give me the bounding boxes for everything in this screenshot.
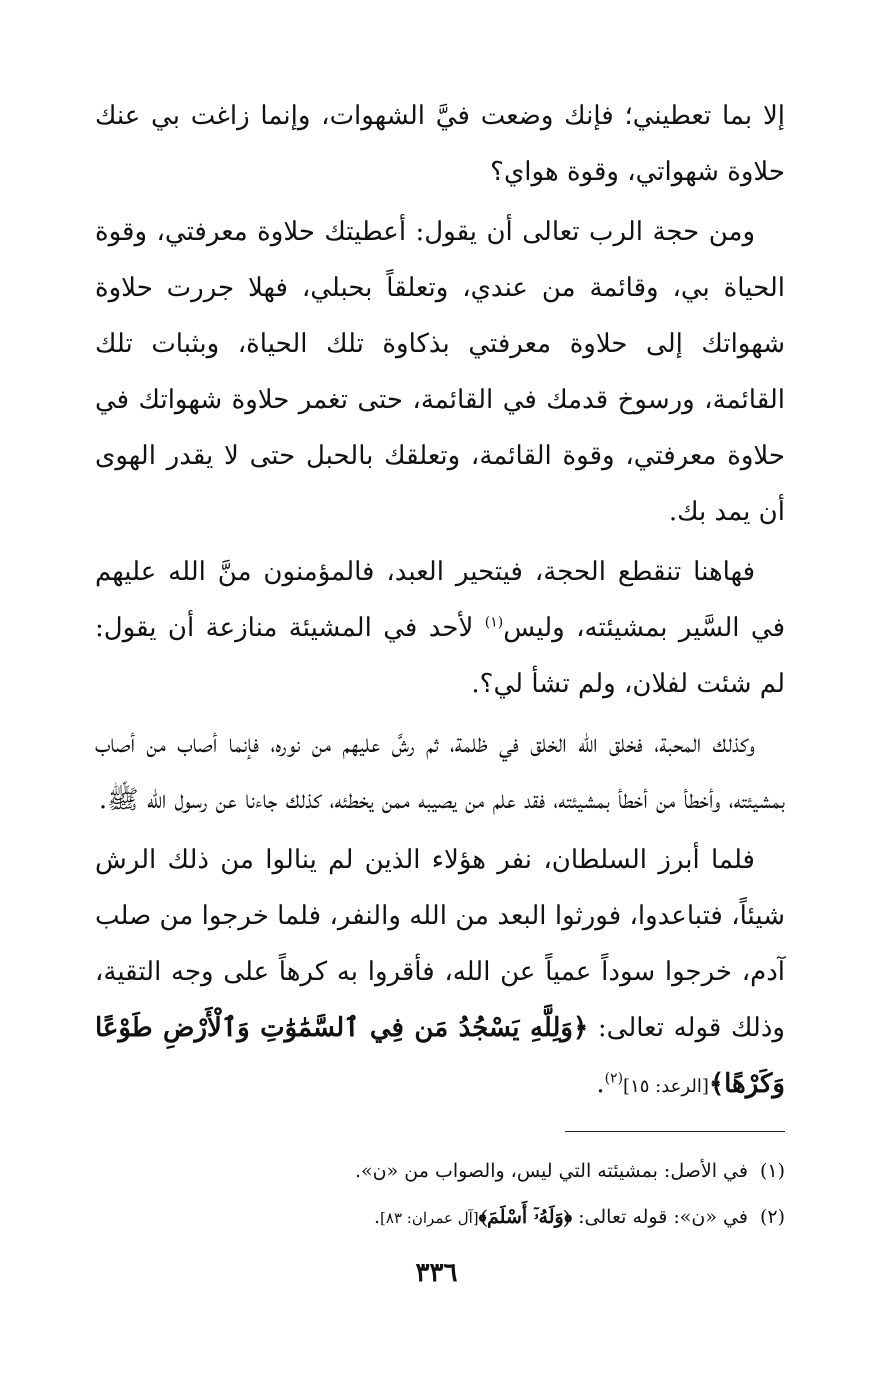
main-text	[95, 88, 785, 1115]
paragraph-5-end: .	[596, 1069, 605, 1099]
quran-verse: ﴿وَلِلَّهِ يَسْجُدُ مَن فِي ٱلسَّمَٰوَٰتِ وَٱلْأَرْضِ طَوْعًا وَكَرْهًا﴾	[95, 1013, 785, 1099]
paragraph-1: إلا بما تعطيني؛ فإنك وضعت فيَّ الشهوات، وإنما زاغت بي عنك حلاوة شهواتي، وقوة هواي؟	[95, 101, 785, 187]
footnote-2-reference: [آل عمران: ٨٣]	[380, 1209, 479, 1227]
footnote-2-text: في «ن»: قوله تعالى:	[572, 1206, 748, 1228]
footnote-1-text: في الأصل: بمشيئته التي ليس، والصواب من «ن».	[354, 1160, 748, 1182]
paragraph-3-text-b: لأحد في المشيئة منازعة أن يقول: لم شئت لفلان، ولم تشأ لي؟.	[95, 613, 785, 699]
footnote-2-number: (٢)	[759, 1206, 785, 1228]
footnote-divider	[565, 1131, 785, 1132]
footnote-2-quran: ﴿وَلَهُۥٓ أَسْلَمَ﴾	[478, 1206, 573, 1228]
footnote-2	[95, 1194, 785, 1241]
footnote-ref-1: (١)	[484, 614, 504, 631]
footnote-ref-2: (٢)	[604, 1070, 624, 1087]
footnote-1	[95, 1148, 785, 1194]
footnote-2-end: .	[374, 1206, 381, 1228]
page-number: ٣٣٦	[415, 1258, 458, 1288]
paragraph-4: وكذلك المحبة، فخلق الله الخلق في ظلمة، ثم رشَّ عليهم من نوره، فإنما أصاب من أصاب بمشيئته، وأخطأ من أخطأ بمشيئته، فقد علم من يصيبه ممن يخطئه، كذلك جاءنا عن رسول الله ﷺ.	[95, 729, 785, 815]
paragraph-3	[95, 544, 785, 712]
paragraph-5	[95, 832, 785, 1115]
paragraph-5-text: فلما أبرز السلطان، نفر هؤلاء الذين لم ينالوا من ذلك الرش شيئاً، فتباعدوا، فورثوا البعد من الله والنفر، فلما خرجوا من صلب آدم، خرجوا سوداً عمياً عن الله، فأقروا به كرهاً على وجه التقية، وذلك قوله تعالى:	[95, 845, 785, 1043]
footnote-1-number: (١)	[759, 1160, 785, 1182]
footnotes	[95, 1148, 785, 1241]
paragraph-3-text-a: فهاهنا تنقطع الحجة، فيتحير العبد، فالمؤمنون منَّ الله عليهم في السَّير بمشيئته، وليس	[95, 557, 785, 643]
verse-reference: [الرعد: ١٥]	[623, 1076, 709, 1097]
paragraph-2: ومن حجة الرب تعالى أن يقول: أعطيتك حلاوة معرفتي، وقوة الحياة بي، وقائمة من عندي، وتعلقاً بحبلي، فهلا جررت حلاوة شهواتك إلى حلاوة معرفتي بذكاوة تلك الحياة، وبثبات تلك القائمة، ورسوخ قدمك في القائمة، حتى تغمر حلاوة شهواتك في حلاوة معرفتي، وقوة القائمة، وتعلقك بالحبل حتى لا يقدر الهوى أن يمد بك.	[95, 217, 785, 527]
